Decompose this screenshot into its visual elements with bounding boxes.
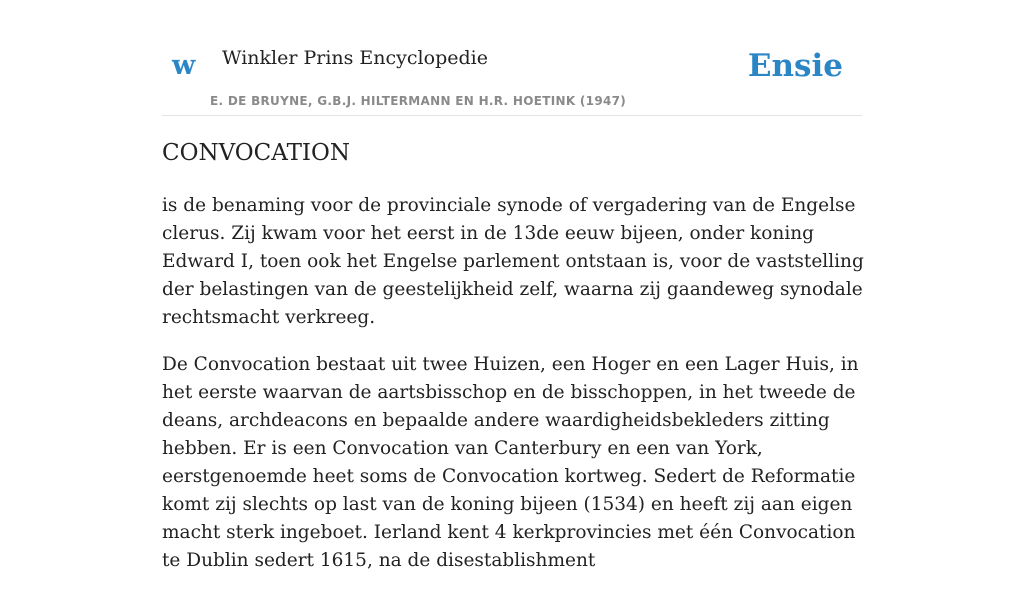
ensie-logo[interactable]: Ensie [747,48,843,84]
source-authors: E. DE BRUYNE, G.B.J. HILTERMANN EN H.R. HOETINK (1947) [210,94,627,108]
source-header [162,40,862,116]
paragraph: is de benaming voor de provinciale synode of vergadering van de Engelse clerus. Zij kwam voor het eerst in de 13de eeuw bijeen, onder koning Edward I, toen ook het Engelse parlement ontstaan is, voor de vaststelling der belastingen van de geestelijkheid zelf, waarna zij gaandeweg synodale rechtsmacht verkreeg. [162,195,864,328]
entry-body [162,192,868,594]
entry-title: CONVOCATION [162,140,350,166]
winkler-prins-logo[interactable]: w [172,50,196,81]
paragraph: De Convocation bestaat uit twee Huizen, een Hoger en een Lager Huis, in het eerste waarvan de aartsbisschop en de bisschoppen, in het tweede de deans, archdeacons en bepaalde andere waardigheidsbekleders zitting hebben. Er is een Convocation van Canterbury en een van York, eerstgenoemde heet soms de Convocation kortweg. Sedert de Reformatie komt zij slechts op last van de koning bijeen (1534) en heeft zij aan eigen macht sterk ingeboet. Ierland kent 4 kerkprovincies met één Convocation te Dublin sedert 1615, na de disestablishment [162,354,859,571]
source-title[interactable]: Winkler Prins Encyclopedie [222,47,488,69]
